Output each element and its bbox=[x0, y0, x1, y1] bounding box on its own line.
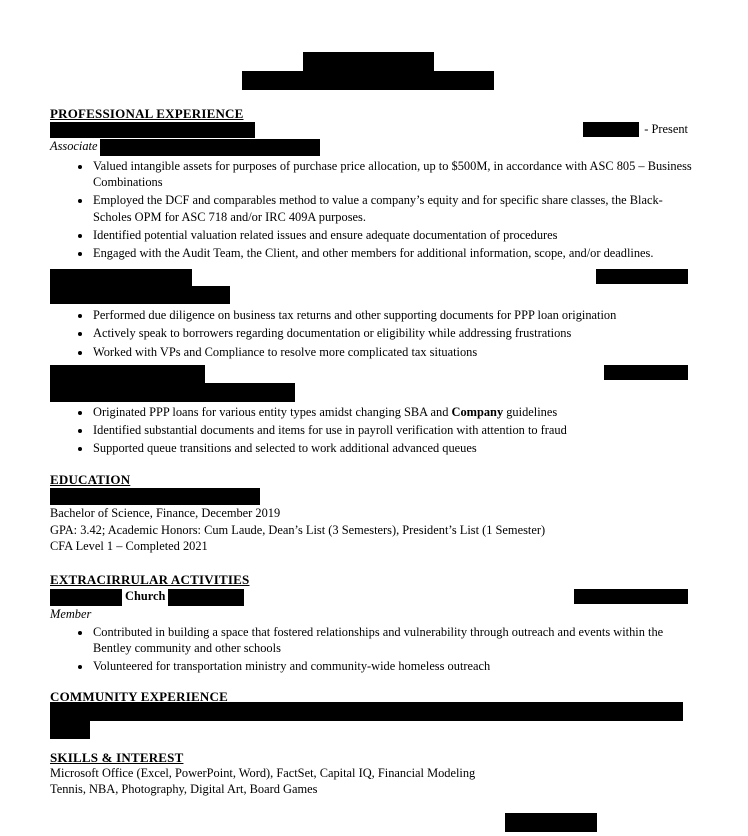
redacted-date-3 bbox=[604, 365, 688, 380]
redacted-role-detail-1 bbox=[100, 139, 320, 156]
bullet-text-pre: Originated PPP loans for various entity types amidst changing SBA and bbox=[93, 404, 452, 419]
bullet-text-post: guidelines bbox=[503, 404, 558, 419]
job3-bullet-list bbox=[50, 404, 696, 457]
job2-header-row bbox=[50, 269, 696, 304]
bullet-item: • Identified substantial documents and items for use in payroll verification with attention to fraud bbox=[92, 422, 696, 438]
section-title-skills: SKILLS & INTEREST bbox=[50, 749, 184, 765]
redacted-community-line1 bbox=[50, 702, 683, 721]
job1-date-suffix: - Present bbox=[644, 122, 688, 136]
redacted-date-1 bbox=[583, 122, 639, 137]
extracurricular-org-row bbox=[50, 589, 696, 606]
bullet-item: • Valued intangible assets for purposes of purchase price allocation, up to $500M, in accordance with ASC 805 – Business Combinations bbox=[92, 158, 696, 190]
skills-interests-line: Tennis, NBA, Photography, Digital Art, Board Games bbox=[50, 782, 318, 797]
redacted-org-prefix bbox=[50, 589, 122, 606]
bullet-item: • Employed the DCF and comparables method to value a company’s equity and for specific share classes, the Black-Scholes OPM for ASC 718 and/or IRC 409A purposes. bbox=[92, 192, 696, 224]
bullet-text-bold: Company bbox=[451, 404, 504, 419]
redacted-contact-line bbox=[242, 71, 494, 90]
redacted-org-suffix bbox=[168, 589, 244, 606]
redacted-name-line-1 bbox=[303, 52, 434, 73]
section-title-extracurricular: EXTRACIRRULAR ACTIVITIES bbox=[50, 571, 250, 587]
redacted-footer-block bbox=[505, 813, 597, 832]
bullet-item: • Actively speak to borrowers regarding documentation or eligibility while addressing frustrations bbox=[92, 325, 696, 341]
job1-bullet-list bbox=[50, 158, 696, 261]
job2-bullet-list bbox=[50, 307, 696, 360]
bullet-item: • Worked with VPs and Compliance to resolve more complicated tax situations bbox=[92, 344, 696, 360]
redacted-school-name bbox=[50, 488, 260, 505]
education-honors-line: GPA: 3.42; Academic Honors: Cum Laude, Dean’s List (3 Semesters), President’s List (1 Semester) bbox=[50, 522, 546, 537]
org-visible-word: Church bbox=[125, 588, 166, 603]
education-degree-line: Bachelor of Science, Finance, December 2019 bbox=[50, 506, 281, 521]
job1-date-group bbox=[583, 122, 688, 137]
bullet-item: • Identified potential valuation related issues and ensure adequate documentation of procedures bbox=[92, 227, 696, 243]
redacted-date-4 bbox=[574, 589, 688, 604]
job2-company-stack bbox=[50, 269, 230, 304]
bullet-item: • Supported queue transitions and selected to work additional advanced queues bbox=[92, 440, 696, 456]
extracurricular-role-label: Member bbox=[50, 606, 92, 621]
extracurricular-org-group bbox=[50, 589, 244, 606]
job3-header-row bbox=[50, 365, 696, 402]
redacted-company-3-line2 bbox=[50, 383, 295, 402]
bullet-item: • Volunteered for transportation ministry and community-wide homeless outreach bbox=[92, 658, 696, 674]
job1-header-row bbox=[50, 122, 696, 138]
education-cfa-line: CFA Level 1 – Completed 2021 bbox=[50, 539, 208, 554]
job1-role-row bbox=[50, 139, 696, 156]
bullet-item: • Engaged with the Audit Team, the Client, and other members for additional information, scope, and/or deadlines. bbox=[92, 245, 696, 261]
section-title-education: EDUCATION bbox=[50, 472, 131, 488]
job1-role-label: Associate bbox=[50, 139, 98, 153]
bullet-item: • Performed due diligence on business tax returns and other supporting documents for PPP loan origination bbox=[92, 307, 696, 323]
extracurricular-bullet-list bbox=[50, 624, 696, 675]
section-title-community: COMMUNITY EXPERIENCE bbox=[50, 688, 228, 704]
redacted-company-2-line1 bbox=[50, 269, 192, 286]
redacted-company-2-line2 bbox=[50, 286, 230, 304]
redacted-company-3-line1 bbox=[50, 365, 205, 383]
resume-body bbox=[50, 106, 696, 798]
section-title-professional-experience: PROFESSIONAL EXPERIENCE bbox=[50, 106, 244, 121]
redacted-company-1 bbox=[50, 122, 255, 138]
job3-company-stack bbox=[50, 365, 295, 402]
redacted-community-line2 bbox=[50, 721, 90, 739]
redacted-date-2 bbox=[596, 269, 688, 284]
skills-software-line: Microsoft Office (Excel, PowerPoint, Word), FactSet, Capital IQ, Financial Modeling bbox=[50, 765, 476, 780]
bullet-item: • Contributed in building a space that fostered relationships and vulnerability through outreach and events within the Bentley community and other schools bbox=[92, 624, 696, 656]
bullet-item bbox=[92, 404, 696, 420]
